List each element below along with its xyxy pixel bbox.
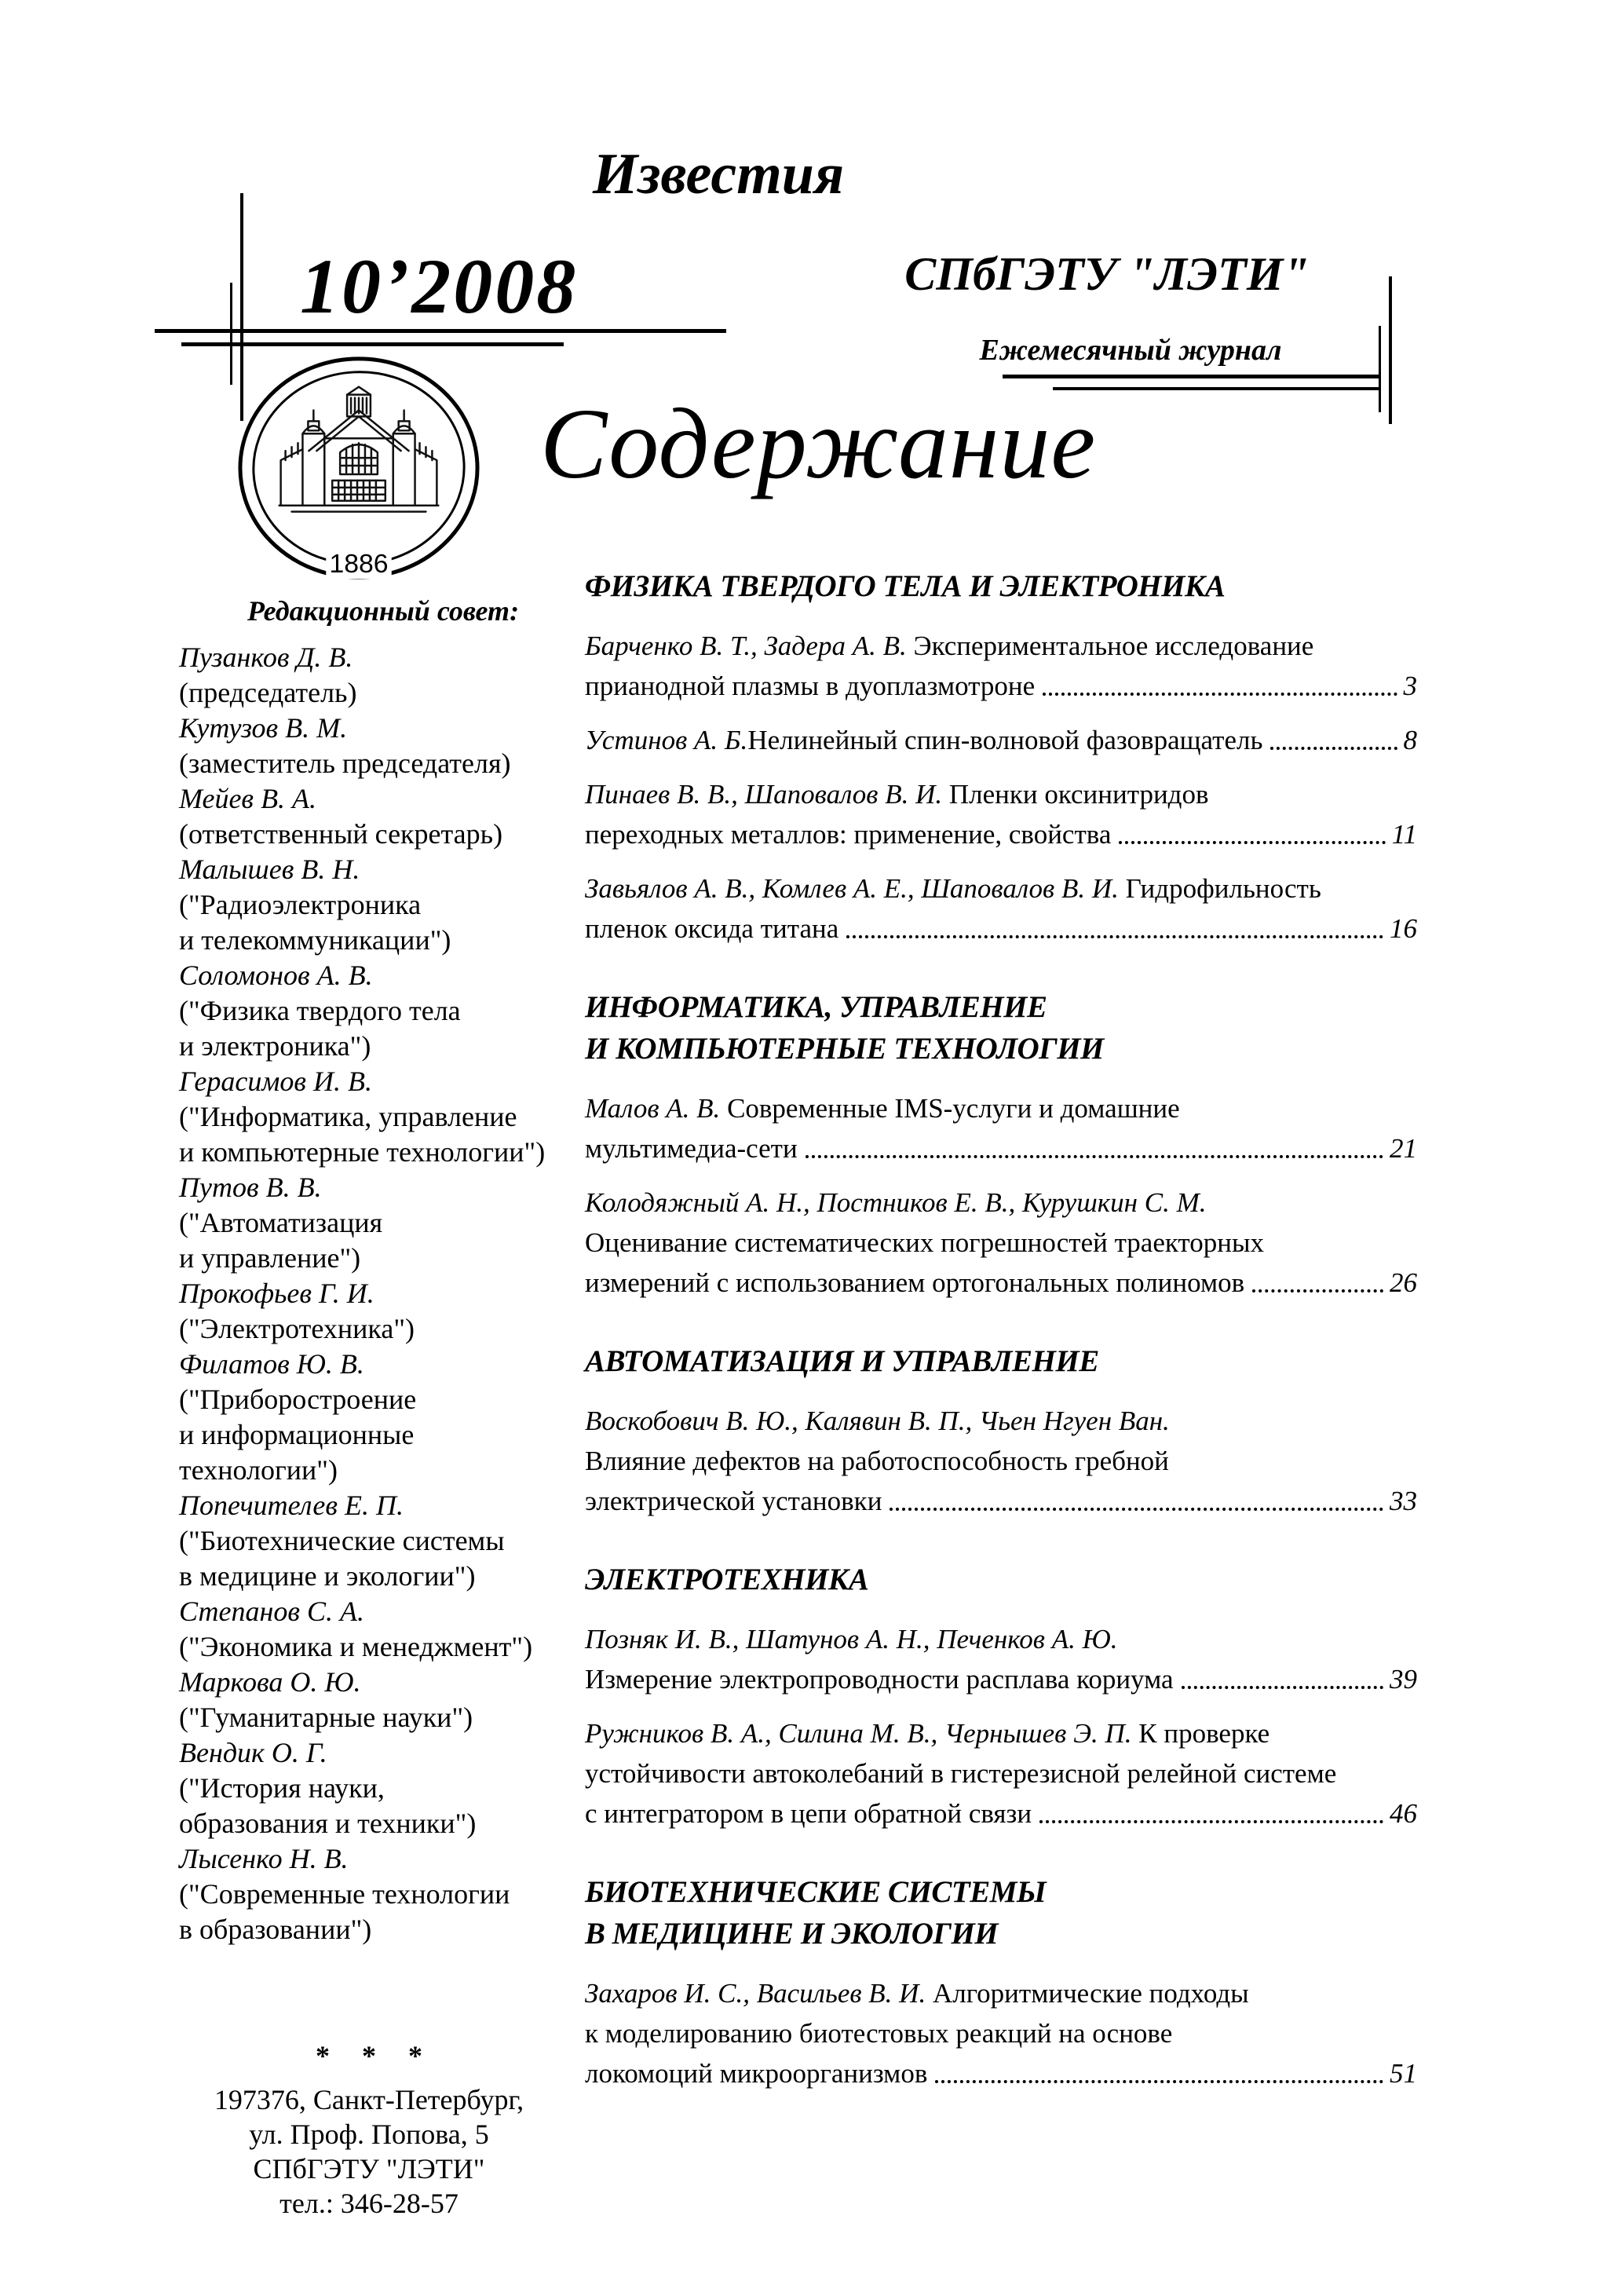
article-title: Гидрофильность <box>1118 873 1321 904</box>
article-title: Нелинейный спин-волновой фазовращатель <box>747 725 1263 755</box>
dotted-leader <box>846 934 1383 938</box>
board-member-name: Степанов С. А. <box>179 1596 364 1627</box>
section-heading: БИОТЕХНИЧЕСКИЕ СИСТЕМЫ <box>585 1875 1047 1909</box>
board-member-name: Вендик О. Г. <box>179 1737 327 1768</box>
deco-horizontal-line-left-lower <box>181 342 564 346</box>
board-member-role: и компьютерные технологии") <box>179 1136 546 1168</box>
page-number: 51 <box>1390 2058 1417 2089</box>
toc-section <box>585 986 1417 1303</box>
deco-vertical-line-right-inner <box>1379 326 1381 412</box>
article-title: измерений с использованием ортогональных полиномов <box>585 1267 1245 1298</box>
toc-line <box>585 2013 1417 2053</box>
journal-title: Известия <box>592 142 845 207</box>
board-member-name: Малышев В. Н. <box>179 854 360 885</box>
article-title: Измерение электропроводности расплава кориума <box>585 1664 1174 1695</box>
issue-number: 10’2008 <box>300 243 579 330</box>
board-member-name: Филатов Ю. В. <box>179 1348 364 1380</box>
section-heading: И КОМПЬЮТЕРНЫЕ ТЕХНОЛОГИИ <box>585 1032 1104 1066</box>
contact-block <box>161 2038 577 2221</box>
article-title: Пленки оксинитридов <box>942 779 1209 810</box>
board-member-role: ("Радиоэлектроника <box>179 889 422 920</box>
article-authors: Позняк И. В., Шатунов А. Н., Печенков А. Ю. <box>585 1624 1118 1654</box>
toc-line <box>585 1713 1417 1753</box>
board-member-name: Кутузов В. М. <box>179 712 348 744</box>
page-number: 39 <box>1390 1664 1417 1695</box>
board-member-role: и телекоммуникации") <box>179 924 451 956</box>
deco-vertical-line-short <box>230 283 232 385</box>
toc-entry <box>585 1088 1417 1168</box>
article-authors: Барченко В. Т., Задера А. В. <box>585 631 907 661</box>
toc-line <box>585 1753 1417 1793</box>
board-member-role: (председатель) <box>179 677 357 708</box>
board-member-role: ("Автоматизация <box>179 1207 383 1238</box>
article-title: Оценивание систематических погрешностей траекторных <box>585 1227 1265 1258</box>
dotted-leader <box>1039 1819 1383 1823</box>
board-member-role: ("Экономика и менеджмент") <box>179 1631 533 1662</box>
toc-entry <box>585 1973 1417 2093</box>
toc-line <box>585 2053 1417 2093</box>
board-member-name: Мейев В. А. <box>179 783 317 814</box>
section-heading: ИНФОРМАТИКА, УПРАВЛЕНИЕ <box>585 990 1047 1024</box>
board-member-role: ("Физика твердого тела <box>179 995 461 1026</box>
toc-line <box>585 1128 1417 1168</box>
toc-line <box>585 1973 1417 2013</box>
article-authors: Малов А. В. <box>585 1093 721 1124</box>
board-member-name: Путов В. В. <box>179 1172 322 1203</box>
dotted-leader <box>1119 840 1385 844</box>
page-number: 16 <box>1390 913 1417 944</box>
board-member-role: ("Биотехнические системы <box>179 1525 505 1556</box>
toc-line <box>585 720 1417 760</box>
board-member-name: Попечителев Е. П. <box>179 1490 404 1521</box>
article-title: локомоций микроорганизмов <box>585 2058 928 2089</box>
board-member-role: ("Приборостроение <box>179 1384 417 1415</box>
dotted-leader <box>935 2079 1383 2083</box>
page-number: 21 <box>1390 1133 1417 1164</box>
toc-section <box>585 1559 1417 1834</box>
article-title: с интегратором в цепи обратной связи <box>585 1798 1032 1829</box>
page-number: 33 <box>1390 1486 1417 1516</box>
toc-line <box>585 909 1417 949</box>
article-title: мультимедиа-сети <box>585 1133 798 1164</box>
board-member-role: и электроника") <box>179 1030 371 1062</box>
deco-horizontal-line-right-upper <box>1003 375 1381 378</box>
board-member-role: в медицине и экологии") <box>179 1560 476 1592</box>
page-title: Содержание <box>540 388 1097 499</box>
board-member-role: и управление") <box>179 1242 361 1274</box>
board-member-name: Пузанков Д. В. <box>179 642 353 673</box>
toc-entry <box>585 1713 1417 1834</box>
toc-line <box>585 1183 1417 1223</box>
section-heading: ФИЗИКА ТВЕРДОГО ТЕЛА И ЭЛЕКТРОНИКА <box>585 569 1226 603</box>
article-title: К проверке <box>1131 1718 1270 1749</box>
article-title: электрической установки <box>585 1486 882 1516</box>
toc-line <box>585 1263 1417 1303</box>
toc-line <box>585 1659 1417 1699</box>
board-member-role: технологии") <box>179 1454 338 1486</box>
article-title: прианодной плазмы в дуоплазмотроне <box>585 671 1036 701</box>
dotted-leader <box>1270 746 1397 750</box>
dotted-leader <box>1252 1289 1383 1292</box>
contact-address <box>161 2082 577 2221</box>
dotted-leader <box>1043 692 1397 696</box>
journal-subtitle: Ежемесячный журнал <box>979 334 1282 367</box>
article-authors: Захаров И. С., Васильев В. И. <box>585 1978 926 2009</box>
board-member-name: Маркова О. Ю. <box>179 1666 361 1698</box>
board-member-role: ("Современные технологии <box>179 1878 510 1910</box>
emblem-year: 1886 <box>329 549 389 579</box>
board-member-name: Лысенко Н. В. <box>179 1843 349 1874</box>
toc-line <box>585 1088 1417 1128</box>
toc-entry <box>585 1183 1417 1303</box>
toc-line <box>585 1481 1417 1521</box>
page-number: 3 <box>1403 671 1417 701</box>
toc-entry <box>585 626 1417 706</box>
article-title: к моделированию биотестовых реакций на основе <box>585 2018 1173 2049</box>
article-authors: Ружников В. А., Силина М. В., Чернышев Э. П. <box>585 1718 1132 1749</box>
board-member-role: ("История науки, <box>179 1772 385 1804</box>
toc-line <box>585 868 1417 909</box>
article-title: Алгоритмические подходы <box>926 1978 1249 2009</box>
article-authors: Завьялов А. В., Комлев А. Е., Шаповалов В. И. <box>585 873 1119 904</box>
toc-entry <box>585 1619 1417 1699</box>
article-title: Экспериментальное исследование <box>906 631 1314 661</box>
editorial-board <box>179 594 587 1947</box>
board-member-role: в образовании") <box>179 1914 372 1945</box>
toc-line <box>585 1619 1417 1659</box>
article-title: устойчивости автоколебаний в гистерезисной релейной системе <box>585 1758 1337 1789</box>
page-number: 8 <box>1403 725 1417 755</box>
table-of-contents <box>585 565 1417 2131</box>
board-member-role: (заместитель председателя) <box>179 748 511 779</box>
separator-stars: * * * <box>316 2040 435 2071</box>
article-title: пленок оксида титана <box>585 913 839 944</box>
toc-section <box>585 565 1417 949</box>
article-authors: Устинов А. Б. <box>585 725 748 755</box>
toc-line <box>585 1223 1417 1263</box>
university-emblem-icon <box>234 355 484 584</box>
toc-line <box>585 1401 1417 1441</box>
toc-line <box>585 1441 1417 1481</box>
dotted-leader <box>806 1154 1383 1158</box>
toc-line <box>585 814 1417 854</box>
board-member-role: ("Информатика, управление <box>179 1101 517 1132</box>
page-number: 26 <box>1390 1267 1417 1298</box>
section-heading: ЭЛЕКТРОТЕХНИКА <box>585 1563 869 1596</box>
page-number: 11 <box>1391 819 1417 850</box>
editorial-board-heading: Редакционный совет: <box>247 595 520 627</box>
board-member-role: и информационные <box>179 1419 415 1450</box>
university-name: СПбГЭТУ "ЛЭТИ" <box>904 248 1310 300</box>
toc-line <box>585 774 1417 814</box>
section-heading: АВТОМАТИЗАЦИЯ И УПРАВЛЕНИЕ <box>585 1344 1099 1378</box>
toc-line <box>585 626 1417 666</box>
article-title: Влияние дефектов на работоспособность гребной <box>585 1446 1169 1476</box>
deco-horizontal-line-right-lower <box>1053 387 1381 390</box>
board-member-name: Герасимов И. В. <box>179 1066 372 1097</box>
contact-line: тел.: 346-28-57 <box>279 2188 458 2219</box>
article-authors: Пинаев В. В., Шаповалов В. И. <box>585 779 943 810</box>
contact-line: ул. Проф. Попова, 5 <box>249 2119 489 2150</box>
deco-vertical-line-right-outer <box>1389 276 1392 424</box>
dotted-leader <box>890 1507 1383 1511</box>
editorial-board-list <box>179 640 587 1947</box>
board-member-role: ("Гуманитарные науки") <box>179 1702 473 1733</box>
dotted-leader <box>1182 1685 1383 1689</box>
board-member-role: ("Электротехника") <box>179 1313 415 1344</box>
article-authors: Колодяжный А. Н., Постников Е. В., Курушкин С. М. <box>585 1187 1207 1218</box>
toc-entry <box>585 720 1417 760</box>
toc-section <box>585 1340 1417 1521</box>
toc-entry <box>585 868 1417 949</box>
page-number: 46 <box>1390 1798 1417 1829</box>
board-member-name: Соломонов А. В. <box>179 960 373 991</box>
toc-entry <box>585 774 1417 854</box>
board-member-role: образования и техники") <box>179 1808 477 1839</box>
contact-line: СПбГЭТУ "ЛЭТИ" <box>253 2153 485 2184</box>
toc-line <box>585 666 1417 706</box>
section-heading: В МЕДИЦИНЕ И ЭКОЛОГИИ <box>585 1917 999 1951</box>
board-member-name: Прокофьев Г. И. <box>179 1278 374 1309</box>
article-title: переходных металлов: применение, свойства <box>585 819 1112 850</box>
toc-entry <box>585 1401 1417 1521</box>
contact-line: 197376, Санкт-Петербург, <box>214 2084 524 2115</box>
article-title: Современные IMS-услуги и домашние <box>720 1093 1180 1124</box>
toc-section <box>585 1871 1417 2093</box>
emblem-building-drawing <box>279 387 439 512</box>
article-authors: Воскобович В. Ю., Калявин В. П., Чьен Нгуен Ван. <box>585 1406 1170 1436</box>
board-member-role: (ответственный секретарь) <box>179 818 503 850</box>
toc-line <box>585 1793 1417 1834</box>
